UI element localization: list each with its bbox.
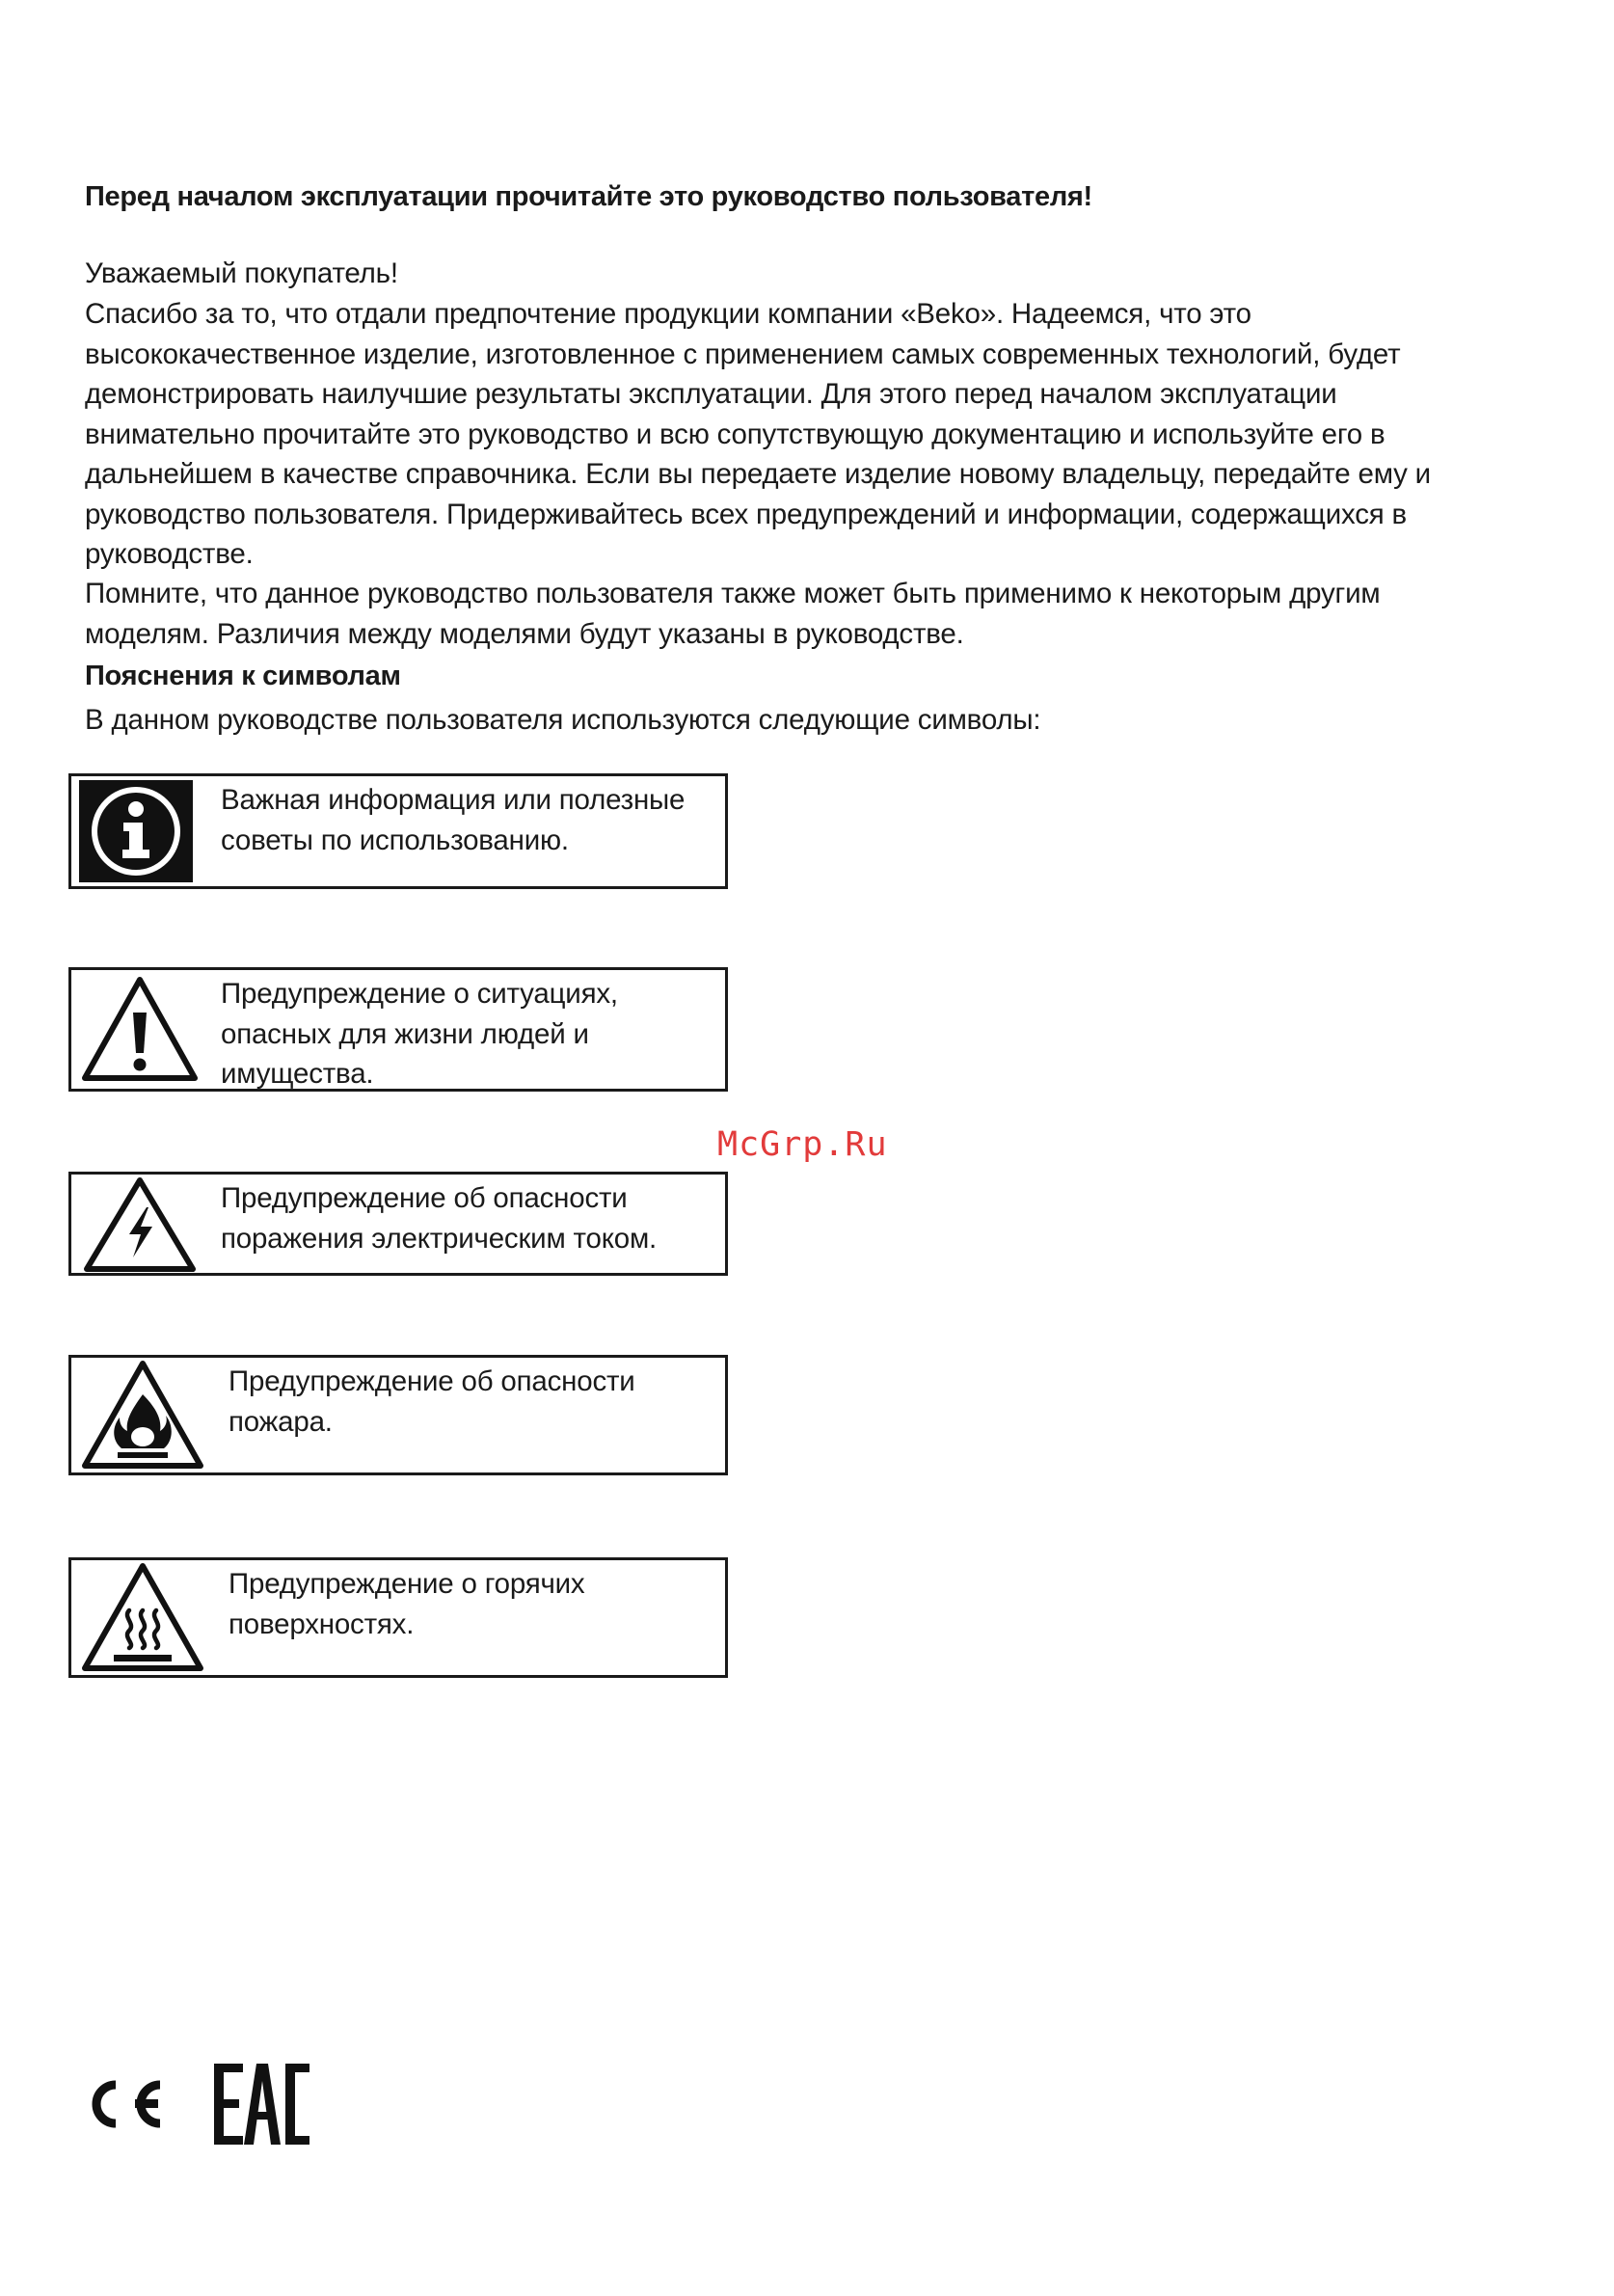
warning-icon [79, 974, 201, 1091]
electric-shock-icon [79, 1176, 201, 1278]
symbol-text-electric: Предупреждение об опасности поражения электрическим током. [221, 1182, 658, 1255]
hot-surface-icon [79, 1562, 206, 1679]
ce-eac-logo [79, 2056, 310, 2152]
symbol-box-hot-surface [68, 1557, 728, 1678]
symbol-box-warning [68, 967, 728, 1092]
symbol-text-info: Важная информация или полезные советы по использованию. [221, 784, 686, 856]
symbol-text-fire: Предупреждение об опасности пожара. [229, 1365, 635, 1438]
fire-icon [79, 1360, 206, 1476]
certification-marks [79, 2056, 310, 2157]
symbols-section-title: Пояснения к символам [85, 661, 401, 691]
page-heading: Перед началом эксплуатации прочитайте это руководство пользователя! [85, 181, 1092, 212]
watermark: McGrp.Ru [717, 1125, 888, 1164]
models-note-paragraph: Помните, что данное руководство пользователя также может быть применимо к некоторым другим моделям. Различия между моделями будут указаны в руководстве. [85, 578, 1381, 650]
greeting: Уважаемый покупатель! [85, 257, 398, 289]
symbol-box-fire [68, 1355, 728, 1475]
intro-paragraph: Спасибо за то, что отдали предпочтение продукции компании «Beko». Надеемся, что это высококачественное изделие, изготовленное с применением самых современных технологий, будет демонстрировать наилучшие результаты эксплуатации. Для этого перед началом эксплуатации внимательно прочитайте это руководство и всю сопутствующую документацию и используйте его в дальнейшем в качестве справочника. Если вы передаете изделие новому владельцу, передайте ему и руководство пользователя. Придерживайтесь всех предупреждений и информации, содержащихся в руководстве. [85, 298, 1431, 570]
symbol-text-hot-surface: Предупреждение о горячих поверхностях. [229, 1568, 585, 1640]
symbols-section-intro: В данном руководстве пользователя используются следующие символы: [85, 704, 1041, 736]
symbol-box-electric [68, 1172, 728, 1276]
symbol-box-info [68, 773, 728, 889]
symbol-text-warning: Предупреждение о ситуациях, опасных для жизни людей и имущества. [221, 978, 618, 1090]
info-icon [79, 780, 193, 887]
